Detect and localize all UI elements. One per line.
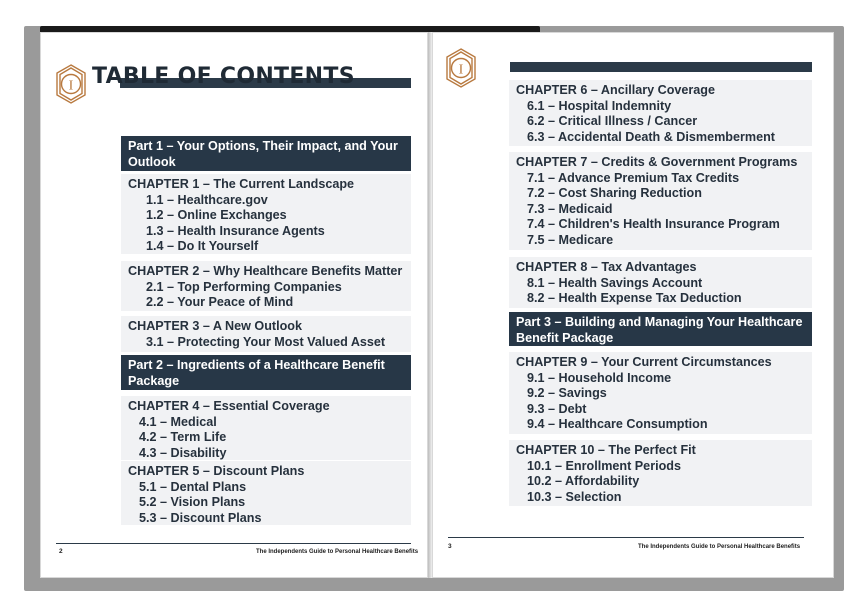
chapter-title: CHAPTER 8 – Tax Advantages (516, 260, 697, 274)
chapter-title: CHAPTER 7 – Credits & Government Programs (516, 155, 798, 169)
section-item: 5.3 – Discount Plans (139, 510, 262, 525)
part-label: Part 3 – Building and Managing Your Healthcare Benefit Package (516, 315, 803, 345)
chapter-title: CHAPTER 10 – The Perfect Fit (516, 443, 696, 457)
logo-letter: I (458, 62, 464, 78)
chapter-block (509, 80, 812, 146)
section-item: 1.4 – Do It Yourself (146, 239, 259, 253)
section-item: 9.4 – Healthcare Consumption (527, 417, 708, 431)
section-item: 9.2 – Savings (527, 386, 607, 400)
independents-logo-icon (54, 64, 88, 104)
chapter-title: CHAPTER 1 – The Current Landscape (128, 177, 355, 191)
part-heading (509, 312, 812, 346)
chapter-block (509, 440, 812, 506)
section-item: 4.3 – Disability (139, 445, 227, 460)
section-item: 2.1 – Top Performing Companies (146, 279, 342, 294)
independents-logo-icon (444, 48, 478, 88)
section-item: 1.1 – Healthcare.gov (146, 192, 268, 207)
chapter-block (121, 316, 411, 352)
chapter-block (121, 174, 411, 254)
chapter-title: CHAPTER 6 – Ancillary Coverage (516, 83, 716, 97)
right-top-bar (510, 62, 812, 72)
chapter-block (509, 352, 812, 434)
section-item: 7.4 – Children's Health Insurance Program (527, 217, 780, 231)
chapter-block (121, 461, 411, 525)
section-item: 8.2 – Health Expense Tax Deduction (527, 291, 742, 305)
chapter-title: CHAPTER 3 – A New Outlook (128, 319, 302, 333)
section-item: 5.1 – Dental Plans (139, 479, 247, 494)
section-item: 1.2 – Online Exchanges (146, 208, 287, 222)
section-item: 10.2 – Affordability (527, 474, 640, 488)
section-item: 10.1 – Enrollment Periods (527, 458, 681, 473)
chapter-title: CHAPTER 4 – Essential Coverage (128, 399, 330, 413)
footer-rule (448, 537, 804, 538)
section-item: 7.3 – Medicaid (527, 201, 613, 216)
chapter-block (509, 152, 812, 250)
footer-text: The Independents Guide to Personal Healthcare Benefits (256, 549, 419, 555)
chapter-title: CHAPTER 2 – Why Healthcare Benefits Matter (128, 264, 403, 278)
section-item: 6.3 – Accidental Death & Dismemberment (527, 129, 775, 144)
footer-rule (56, 543, 411, 544)
section-item: 1.3 – Health Insurance Agents (146, 223, 325, 238)
section-item: 7.5 – Medicare (527, 232, 614, 247)
section-item: 8.1 – Health Savings Account (527, 275, 703, 290)
page-number: 3 (448, 543, 452, 550)
part-label: Part 2 – Ingredients of a Healthcare Benefit Package (128, 358, 385, 388)
section-item: 9.3 – Debt (527, 401, 587, 416)
section-item: 4.1 – Medical (139, 414, 217, 429)
section-item: 7.2 – Cost Sharing Reduction (527, 186, 702, 200)
section-item: 7.1 – Advance Premium Tax Credits (527, 170, 740, 185)
section-item: 6.2 – Critical Illness / Cancer (527, 114, 698, 128)
section-item: 6.1 – Hospital Indemnity (527, 98, 672, 113)
part-label: Part 1 – Your Options, Their Impact, and Your Outlook (128, 139, 398, 169)
chapter-title: CHAPTER 9 – Your Current Circumstances (516, 355, 772, 369)
section-item: 3.1 – Protecting Your Most Valued Asset (146, 334, 386, 349)
page-number: 2 (59, 548, 63, 555)
chapter-block (121, 261, 411, 311)
part-heading (121, 355, 411, 390)
footer-text: The Independents Guide to Personal Healthcare Benefits (638, 544, 801, 550)
section-item: 2.2 – Your Peace of Mind (146, 295, 294, 309)
section-item: 5.2 – Vision Plans (139, 495, 246, 509)
section-item: 9.1 – Household Income (527, 370, 672, 385)
chapter-block (121, 396, 411, 460)
logo-letter: I (68, 78, 74, 94)
chapter-block (509, 257, 812, 308)
page-title: TABLE OF CONTENTS (92, 64, 355, 89)
section-item: 10.3 – Selection (527, 489, 622, 504)
chapter-title: CHAPTER 5 – Discount Plans (128, 464, 305, 478)
section-item: 4.2 – Term Life (139, 430, 227, 444)
part-heading (121, 136, 411, 171)
